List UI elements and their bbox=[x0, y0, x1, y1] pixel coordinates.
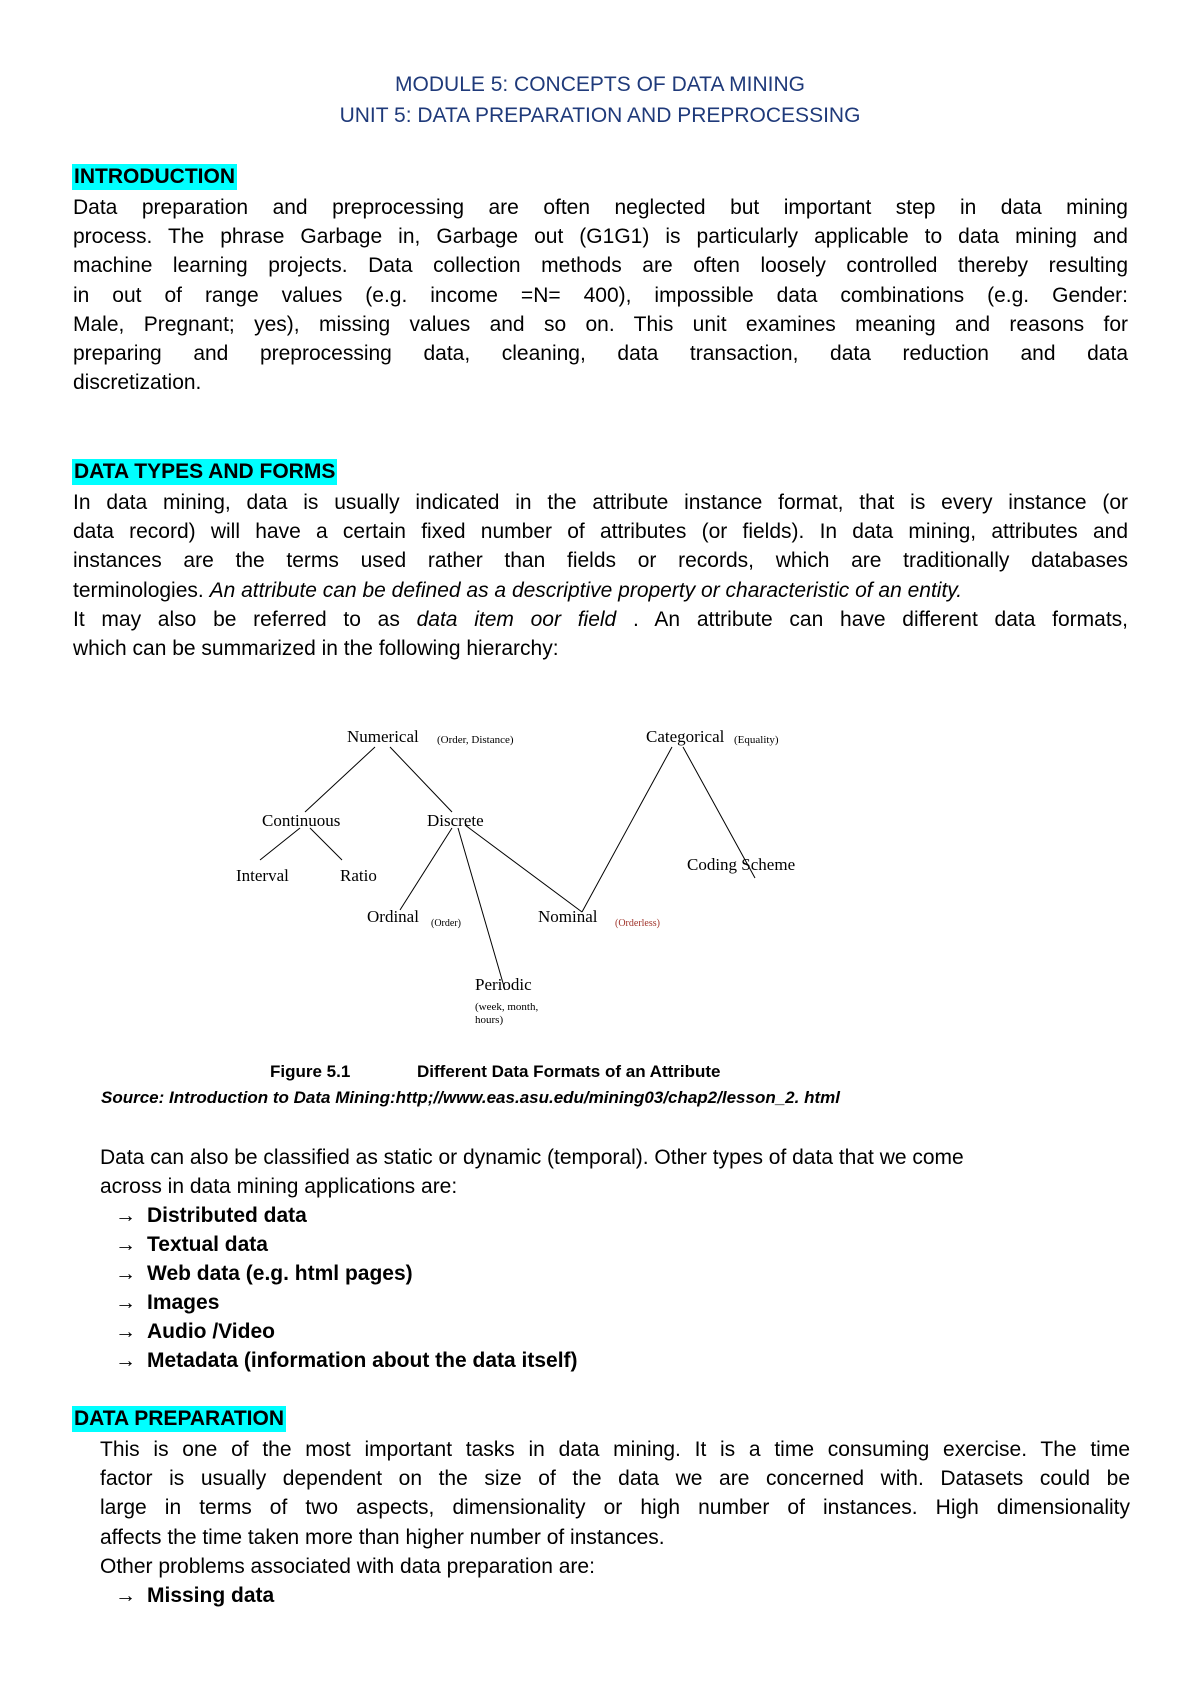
node-interval: Interval bbox=[236, 866, 289, 885]
data-preparation-paragraph bbox=[100, 1435, 1130, 1581]
list-item-label: Missing data bbox=[147, 1584, 275, 1607]
text-line: factor is usually dependent on the size of the data we are concerned with. Datasets could be bbox=[100, 1467, 1130, 1491]
list-item bbox=[115, 1201, 578, 1230]
figure-caption bbox=[270, 1062, 721, 1082]
node-categorical: Categorical bbox=[646, 727, 725, 746]
list-item-label: Audio /Video bbox=[147, 1320, 275, 1343]
arrow-icon: → bbox=[115, 1584, 136, 1607]
arrow-icon: → bbox=[115, 1204, 136, 1227]
text-line: affects the time taken more than higher number of instances. bbox=[100, 1525, 665, 1549]
arrow-icon: → bbox=[115, 1291, 136, 1314]
list-item bbox=[115, 1346, 578, 1375]
edge-continuous-ratio bbox=[310, 828, 342, 860]
edge-categorical-nominal bbox=[582, 747, 672, 912]
edge-discrete-ordinal bbox=[400, 828, 452, 910]
list-item-label: Textual data bbox=[147, 1233, 268, 1256]
figure-title: Different Data Formats of an Attribute bbox=[417, 1062, 721, 1081]
edge-discrete-periodic bbox=[458, 828, 505, 990]
data-types-heading: DATA TYPES AND FORMS bbox=[74, 460, 336, 483]
edge-numerical-continuous bbox=[305, 747, 375, 812]
text-line: Data can also be classified as static or dynamic (temporal). Other types of data that we come bbox=[100, 1146, 964, 1169]
node-ordinal: Ordinal bbox=[367, 907, 419, 926]
text-plain: . An attribute can have different data formats, bbox=[616, 607, 1128, 631]
list-item-label: Images bbox=[147, 1291, 220, 1314]
figure-source: Source: Introduction to Data Mining:http;//www.eas.asu.edu/mining03/chap2/lesson_2. html bbox=[101, 1088, 840, 1107]
arrow-icon: → bbox=[115, 1262, 136, 1285]
text-line: preparing and preprocessing data, cleaning, data transaction, data reduction and data bbox=[73, 342, 1128, 366]
edge-discrete-nominal bbox=[465, 825, 582, 912]
list-item bbox=[115, 1581, 274, 1610]
list-item-label: Metadata (information about the data itself) bbox=[147, 1349, 578, 1372]
text-line: Male, Pregnant; yes), missing values and so on. This unit examines meaning and reasons for bbox=[73, 312, 1128, 336]
node-periodic-note-2: hours) bbox=[475, 1014, 504, 1026]
text-line: large in terms of two aspects, dimensionality or high number of instances. High dimensionality bbox=[100, 1496, 1130, 1520]
list-item bbox=[115, 1317, 578, 1346]
list-item-label: Distributed data bbox=[147, 1204, 307, 1227]
text-line: data record) will have a certain fixed number of attributes (or fields). In data mining, attributes and bbox=[73, 520, 1128, 544]
list-item bbox=[115, 1259, 578, 1288]
data-types-paragraph bbox=[73, 488, 1128, 663]
text-line: Other problems associated with data preparation are: bbox=[100, 1554, 595, 1578]
text-line bbox=[73, 576, 1128, 605]
text-line: This is one of the most important tasks in data mining. It is a time consuming exercise. The time bbox=[100, 1438, 1130, 1461]
unit-title: UNIT 5: DATA PREPARATION AND PREPROCESSING bbox=[339, 104, 861, 127]
text-line: instances are the terms used rather than fields or records, which are traditionally databases bbox=[73, 549, 1128, 573]
node-ordinal-note: (Order) bbox=[431, 918, 461, 929]
node-coding-scheme: Coding Scheme bbox=[687, 855, 796, 874]
text-line: process. The phrase Garbage in, Garbage out (G1G1) is particularly applicable to data mining and bbox=[73, 225, 1128, 249]
data-preparation-heading: DATA PREPARATION bbox=[74, 1407, 284, 1430]
figure-number: Figure 5.1 bbox=[270, 1062, 351, 1081]
node-ratio: Ratio bbox=[340, 866, 377, 885]
introduction-paragraph bbox=[73, 193, 1128, 397]
attribute-definition: An attribute can be defined as a descriptive property or characteristic of an entity. bbox=[209, 578, 963, 602]
node-numerical: Numerical bbox=[347, 727, 419, 746]
edge-continuous-interval bbox=[260, 828, 300, 860]
hierarchy-svg bbox=[230, 700, 850, 1040]
text-line: In data mining, data is usually indicated in the attribute instance format, that is every instance (or bbox=[73, 491, 1128, 514]
node-periodic-note-1: (week, month, bbox=[475, 1001, 539, 1013]
text-plain: It may also be referred to as bbox=[73, 607, 417, 631]
text-line: machine learning projects. Data collection methods are often loosely controlled thereby resulting bbox=[73, 254, 1128, 278]
other-types-paragraph bbox=[100, 1143, 1130, 1201]
text-plain: terminologies. bbox=[73, 578, 210, 602]
node-categorical-note: (Equality) bbox=[734, 734, 779, 746]
module-title: MODULE 5: CONCEPTS OF DATA MINING bbox=[395, 73, 805, 96]
attribute-alias: data item oor field bbox=[416, 607, 617, 631]
text-line: across in data mining applications are: bbox=[100, 1175, 458, 1199]
node-periodic: Periodic bbox=[475, 975, 532, 994]
text-line: in out of range values (e.g. income =N= 400), impossible data combinations (e.g. Gender: bbox=[73, 283, 1128, 307]
list-item bbox=[115, 1230, 578, 1259]
arrow-icon: → bbox=[115, 1320, 136, 1343]
attribute-format-diagram bbox=[230, 700, 850, 1040]
arrow-icon: → bbox=[115, 1349, 136, 1372]
list-item bbox=[115, 1288, 578, 1317]
node-nominal: Nominal bbox=[538, 907, 598, 926]
text-line: Data preparation and preprocessing are often neglected but important step in data mining bbox=[73, 196, 1128, 219]
other-types-list bbox=[115, 1201, 578, 1375]
arrow-icon: → bbox=[115, 1233, 136, 1256]
node-nominal-note: (Orderless) bbox=[615, 918, 660, 929]
preparation-problems-list bbox=[115, 1581, 274, 1610]
text-line bbox=[73, 605, 1128, 634]
introduction-heading: INTRODUCTION bbox=[74, 165, 235, 188]
node-discrete: Discrete bbox=[427, 811, 484, 830]
list-item-label: Web data (e.g. html pages) bbox=[147, 1262, 413, 1285]
text-line: which can be summarized in the following hierarchy: bbox=[73, 637, 559, 661]
diagram-edges bbox=[260, 747, 755, 990]
node-numerical-note: (Order, Distance) bbox=[437, 734, 514, 746]
edge-numerical-discrete bbox=[390, 747, 452, 812]
text-line: discretization. bbox=[73, 371, 202, 395]
node-continuous: Continuous bbox=[262, 811, 341, 830]
